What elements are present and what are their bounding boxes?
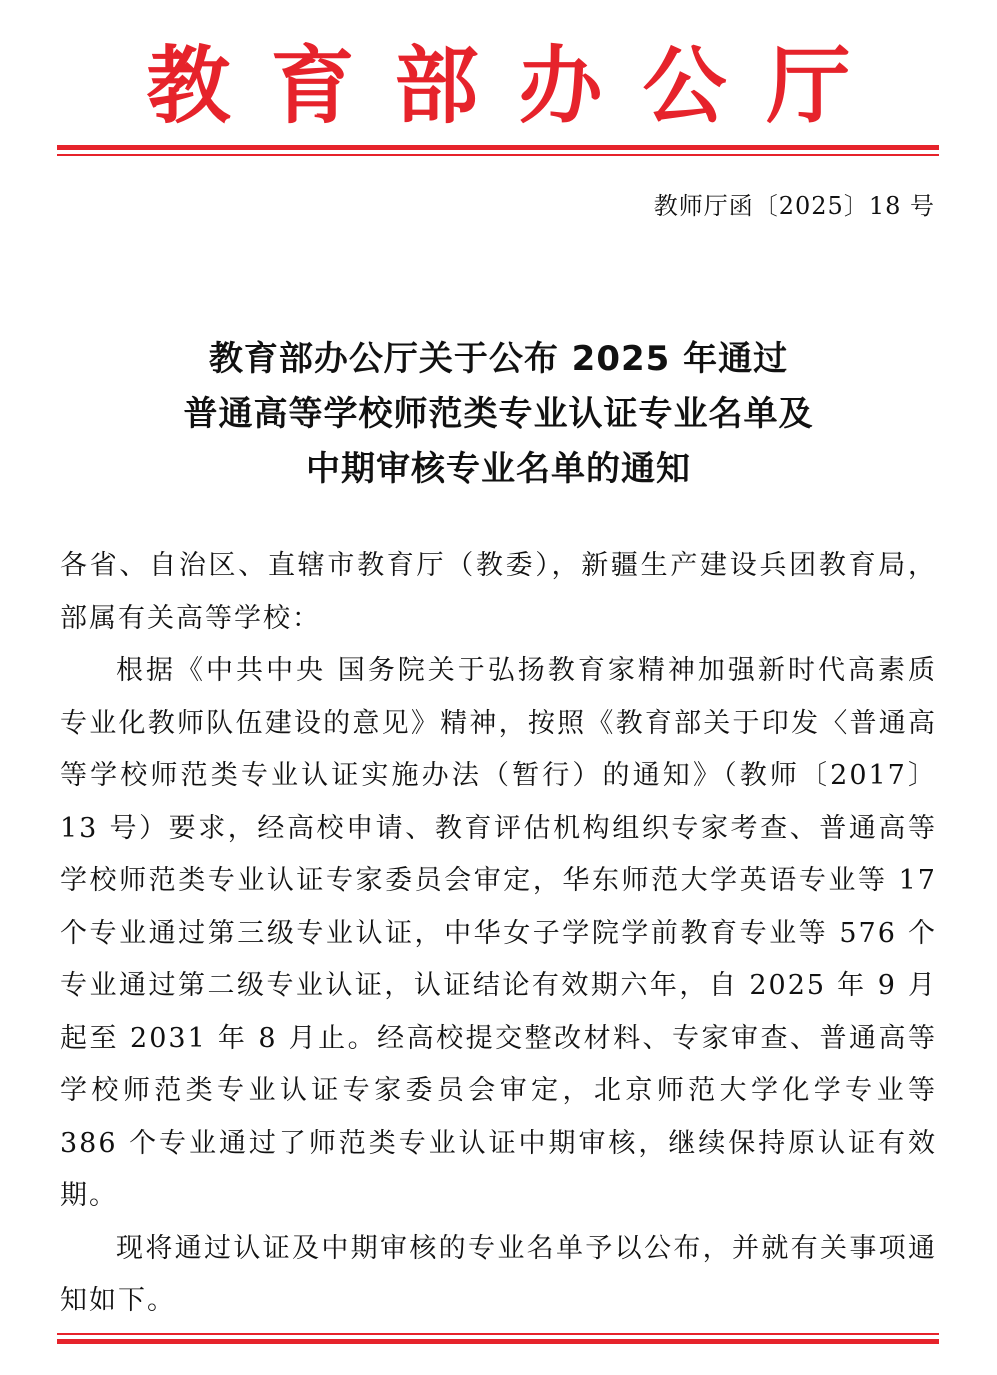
- document-number: 教师厅函〔2025〕18 号: [653, 192, 935, 220]
- title-line-2: 普通高等学校师范类专业认证专业名单及: [183, 394, 814, 434]
- document-title: [60, 332, 937, 497]
- body-paragraph-1: 根据《中共中央 国务院关于弘扬教育家精神加强新时代高素质专业化教师队伍建设的意见》精神，按照《教育部关于印发〈普通高等学校师范类专业认证实施办法（暂行）的通知》（教师〔2017〕13 号）要求，经高校申请、教育评估机构组织专家考查、普通高等学校师范类专业认证专家委员会审定，华东师范大学英语专业等 17 个专业通过第三级专业认证，中华女子学院学前教育专业等 576 个专业通过第二级专业认证，认证结论有效期六年，自 2025 年 9 月起至 2031 年 8 月止。经高校提交整改材料、专家审查、普通高等学校师范类专业认证专家委员会审定，北京师范大学化学专业等 386 个专业通过了师范类专业认证中期审核，继续保持原认证有效期。: [60, 655, 937, 1211]
- addressee: 各省、自治区、直辖市教育厅（教委），新疆生产建设兵团教育局，部属有关高等学校：: [60, 550, 937, 634]
- title-line-3: 中期审核专业名单的通知: [306, 449, 691, 489]
- red-footer-rule: [57, 1333, 939, 1344]
- masthead-title: 教育部办公厅: [146, 36, 891, 135]
- title-line-1: 教育部办公厅关于公布 2025 年通过: [208, 339, 789, 379]
- body-paragraph-2: 现将通过认证及中期审核的专业名单予以公布，并就有关事项通知如下。: [60, 1232, 937, 1316]
- red-header-rule: [57, 145, 939, 156]
- document-body: [60, 540, 937, 1328]
